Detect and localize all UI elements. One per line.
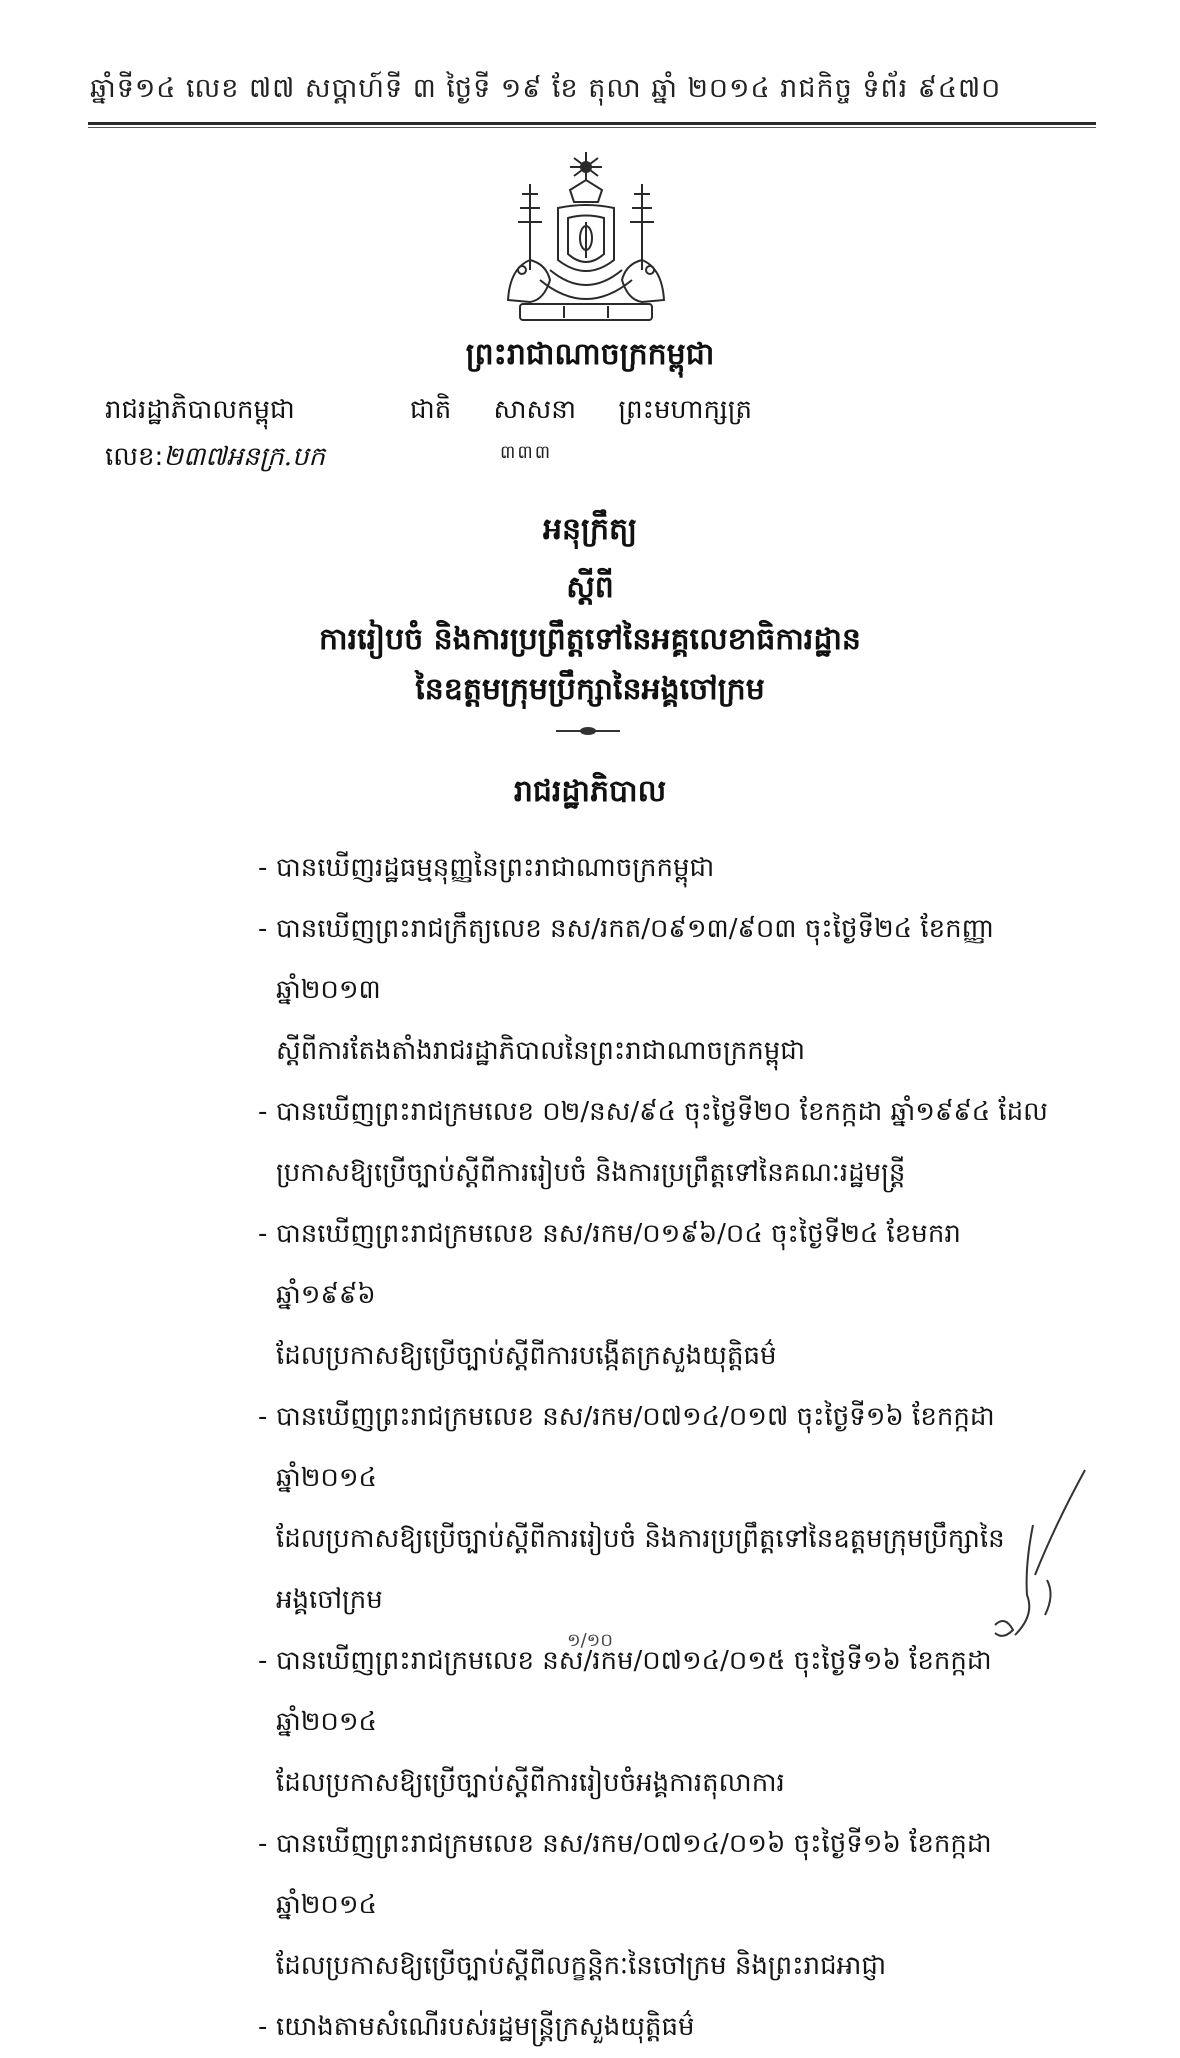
- royal-coat-of-arms-icon: [500, 150, 672, 325]
- government-name: រាជរដ្ឋាភិបាលកម្ពុជា: [105, 395, 295, 425]
- motto-religion: សាសនា: [493, 395, 577, 425]
- national-motto: [410, 393, 786, 431]
- recital-line: បានឃើញព្រះរាជក្រឹត្យលេខ នស/រកត/០៩១៣/៩០៣ ចុះថ្ងៃទី២៤ ខែកញ្ញា ឆ្នាំ២០១៣: [276, 914, 995, 1005]
- recital-line: ដែលប្រកាសឱ្យប្រើច្បាប់ស្តីពីការបង្កើតក្រសួងយុត្តិធម៌: [276, 1341, 777, 1371]
- recital-item: - បានឃើញព្រះរាជក្រមលេខ នស/រកម/០៧១៤/០១៧ ចុះថ្ងៃទី១៦ ខែកក្កដា ឆ្នាំ២០១៤ ដែលប្រកាសឱ្យប្រើច្បាប់ស្តីពីការរៀបចំ និងការប្រព្រឹត្តទៅនៃឧត្តមក្រុមប្រឹក្សានៃ អង្គចៅក្រម: [258, 1387, 1068, 1631]
- recital-item: - យោងតាមសំណើរបស់រដ្ឋមន្ត្រីក្រសួងយុត្តិធម៌: [258, 1997, 1068, 2058]
- recital-line: ដែលប្រកាសឱ្យប្រើច្បាប់ស្តីពីការរៀបចំអង្គការតុលាការ: [276, 1768, 785, 1798]
- recital-line: អង្គចៅក្រម: [276, 1585, 383, 1615]
- document-type: អនុក្រឹត្យ: [542, 512, 638, 547]
- document-subject-line: នៃឧត្តមក្រុមប្រឹក្សានៃអង្គចៅក្រម: [415, 672, 765, 707]
- reference-label: លេខ:: [105, 442, 164, 472]
- recital-line: បានឃើញព្រះរាជក្រមលេខ ០២/នស/៩៤ ចុះថ្ងៃទី២០ ខែកក្កដា ឆ្នាំ១៩៩៤ ដែល: [276, 1097, 1048, 1127]
- recital-line: ស្តីពីការតែងតាំងរាជរដ្ឋាភិបាលនៃព្រះរាជាណាចក្រកម្ពុជា: [276, 1036, 806, 1066]
- page-number: ១/១០: [566, 1630, 614, 1651]
- recital-line: ប្រកាសឱ្យប្រើច្បាប់ស្តីពីការរៀបចំ និងការប្រព្រឹត្តទៅនៃគណៈរដ្ឋមន្ត្រី: [276, 1158, 906, 1188]
- gazette-header: ឆ្នាំទី១៤ លេខ ៧៧ សប្តាហ៍ទី ៣ ថ្ងៃទី ១៩ ខែ តុលា ឆ្នាំ ២០១៤ រាជកិច្ច ទំព័រ ៩៤៧០: [90, 73, 1002, 104]
- recital-item: - បានឃើញព្រះរាជក្រមលេខ ០២/នស/៩៤ ចុះថ្ងៃទី២០ ខែកក្កដា ឆ្នាំ១៩៩៤ ដែល ប្រកាសឱ្យប្រើច្បាប់ស្តីពីការរៀបចំ និងការប្រព្រឹត្តទៅនៃគណៈរដ្ឋមន្ត្រី: [258, 1082, 1068, 1204]
- section-divider: [556, 730, 620, 732]
- recital-line: ដែលប្រកាសឱ្យប្រើច្បាប់ស្តីពីការរៀបចំ និងការប្រព្រឹត្តទៅនៃឧត្តមក្រុមប្រឹក្សានៃ: [276, 1524, 1005, 1554]
- recital-line: បានឃើញរដ្ឋធម្មនុញ្ញនៃព្រះរាជាណាចក្រកម្ពុជា: [276, 853, 715, 883]
- header-rule: [88, 122, 1096, 125]
- recitals-list: [258, 838, 1068, 2058]
- signature-mark-icon: [975, 1465, 1115, 1645]
- recital-item: - បានឃើញរដ្ឋធម្មនុញ្ញនៃព្រះរាជាណាចក្រកម្ពុជា: [258, 838, 1068, 899]
- recital-line: យោងតាមសំណើរបស់រដ្ឋមន្ត្រីក្រសួងយុត្តិធម៌: [276, 2012, 695, 2042]
- reference-value: ២៣៧អនក្រ.បក: [163, 442, 326, 472]
- document-subject-line: ការរៀបចំ និងការប្រព្រឹត្តទៅនៃអគ្គលេខាធិការដ្ឋាន: [319, 622, 861, 657]
- recital-item: - បានឃើញព្រះរាជក្រមលេខ នស/រកម/០១៩៦/០៤ ចុះថ្ងៃទី២៤ ខែមករា ឆ្នាំ១៩៩៦ ដែលប្រកាសឱ្យប្រើច្បាប់ស្តីពីការបង្កើតក្រសួងយុត្តិធម៌: [258, 1204, 1068, 1387]
- recital-line: បានឃើញព្រះរាជក្រមលេខ នស/រកម/០១៩៦/០៤ ចុះថ្ងៃទី២៤ ខែមករា ឆ្នាំ១៩៩៦: [276, 1219, 961, 1310]
- ornament-divider: ៣៣៣: [500, 442, 553, 463]
- document-about: ស្ដីពី: [566, 570, 614, 605]
- kingdom-title: ព្រះរាជាណាចក្រកម្ពុជា: [465, 337, 715, 372]
- recital-line: បានឃើញព្រះរាជក្រមលេខ នស/រកម/០៧១៤/០១៥ ចុះថ្ងៃទី១៦ ខែកក្កដា ឆ្នាំ២០១៤: [276, 1646, 992, 1737]
- motto-king: ព្រះមហាក្សត្រ: [618, 395, 753, 425]
- header-rule-thin: [88, 127, 1096, 128]
- recital-item: - បានឃើញព្រះរាជក្រមលេខ នស/រកម/០៧១៤/០១៥ ចុះថ្ងៃទី១៦ ខែកក្កដា ឆ្នាំ២០១៤ ដែលប្រកាសឱ្យប្រើច្បាប់ស្តីពីការរៀបចំអង្គការតុលាការ: [258, 1631, 1068, 1814]
- motto-nation: ជាតិ: [410, 395, 452, 425]
- recital-line: បានឃើញព្រះរាជក្រមលេខ នស/រកម/០៧១៤/០១៦ ចុះថ្ងៃទី១៦ ខែកក្កដា ឆ្នាំ២០១៤: [276, 1829, 992, 1920]
- recital-line: បានឃើញព្រះរាជក្រមលេខ នស/រកម/០៧១៤/០១៧ ចុះថ្ងៃទី១៦ ខែកក្កដា ឆ្នាំ២០១៤: [276, 1402, 995, 1493]
- issuer-heading: រាជរដ្ឋាភិបាល: [513, 774, 667, 809]
- recital-item: - បានឃើញព្រះរាជក្រមលេខ នស/រកម/០៧១៤/០១៦ ចុះថ្ងៃទី១៦ ខែកក្កដា ឆ្នាំ២០១៤ ដែលប្រកាសឱ្យប្រើច្បាប់ស្តីពីលក្ខន្តិកៈនៃចៅក្រម និងព្រះរាជអាជ្ញា: [258, 1814, 1068, 1997]
- reference-number: [105, 440, 325, 478]
- recital-line: ដែលប្រកាសឱ្យប្រើច្បាប់ស្តីពីលក្ខន្តិកៈនៃចៅក្រម និងព្រះរាជអាជ្ញា: [276, 1951, 887, 1981]
- recital-item: - បានឃើញព្រះរាជក្រឹត្យលេខ នស/រកត/០៩១៣/៩០៣ ចុះថ្ងៃទី២៤ ខែកញ្ញា ឆ្នាំ២០១៣ ស្តីពីការតែងតាំងរាជរដ្ឋាភិបាលនៃព្រះរាជាណាចក្រកម្ពុជា: [258, 899, 1068, 1082]
